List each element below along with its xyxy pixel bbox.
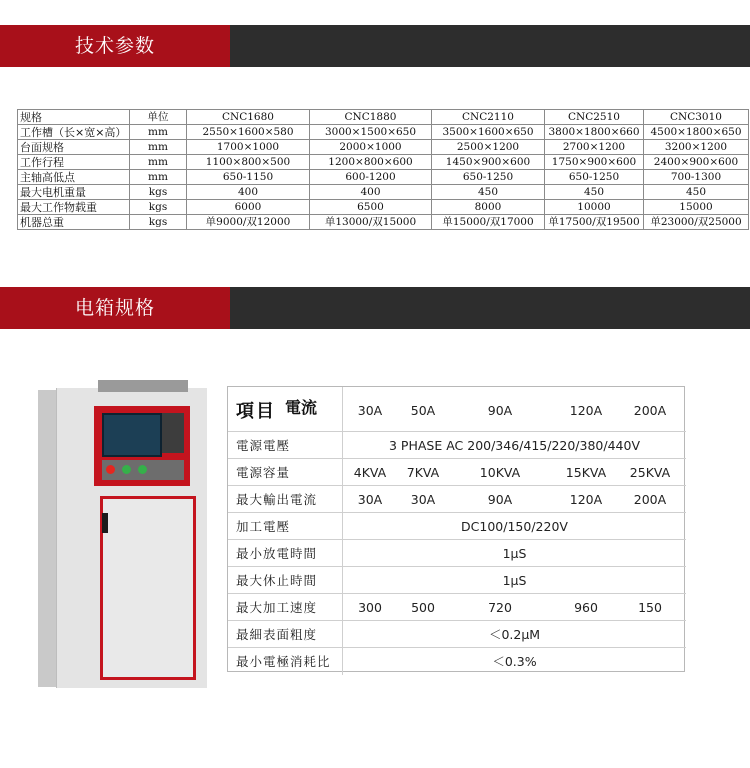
section-title: 电箱规格: [74, 297, 155, 319]
spec-value: 3500×1600×650: [432, 125, 545, 140]
spec-value: 450: [545, 185, 644, 200]
ebox-row-value: 1μS: [502, 573, 527, 588]
spec-unit: kgs: [130, 200, 187, 215]
spec-value: 1750×900×600: [545, 155, 644, 170]
spec-value: 3800×1800×660: [545, 125, 644, 140]
spec-label: 工作槽（长×宽×高）: [18, 125, 130, 140]
header-current-label: 電流: [285, 398, 318, 417]
spec-label: 最大电机重量: [18, 185, 130, 200]
ebox-row-value: 720: [488, 600, 512, 615]
spec-unit: mm: [130, 140, 187, 155]
ebox-row-label: 最細表面粗度: [236, 627, 318, 642]
ebox-row-label: 電源容量: [236, 465, 291, 480]
ebox-row-value: 7KVA: [406, 465, 440, 480]
spec-value: 650-1250: [545, 170, 644, 185]
spec-unit: mm: [130, 125, 187, 140]
spec-value: 450: [644, 185, 749, 200]
ebox-row-value: ＜0.2μM: [488, 627, 541, 642]
section-header-ebox: [0, 287, 750, 329]
spec-table-row: [18, 155, 749, 170]
spec-unit: mm: [130, 155, 187, 170]
spec-value: 6000: [187, 200, 310, 215]
section-title: 技术参数: [74, 35, 155, 57]
spec-value: 1200×800×600: [310, 155, 432, 170]
spec-value: 2500×1200: [432, 140, 545, 155]
electrical-cabinet-image: [38, 380, 183, 690]
spec-value: 400: [187, 185, 310, 200]
spec-table-row: [18, 110, 749, 125]
spec-value: 单23000/双25000: [644, 215, 749, 230]
ebox-row-label: 最大休止時間: [236, 573, 318, 588]
ebox-row-value: 15KVA: [565, 465, 607, 480]
spec-unit: kgs: [130, 215, 187, 230]
ebox-table-row: [228, 539, 686, 567]
section-header-tech: [0, 25, 750, 67]
cabinet-door: [100, 496, 196, 680]
ebox-row-value: 960: [574, 600, 598, 615]
spec-value: 700-1300: [644, 170, 749, 185]
spec-value: 10000: [545, 200, 644, 215]
spec-value: 1700×1000: [187, 140, 310, 155]
ebox-row-value: ＜0.3%: [492, 654, 537, 669]
ebox-row-value: 4KVA: [353, 465, 387, 480]
spec-value: 600-1200: [310, 170, 432, 185]
spec-table: [17, 109, 749, 230]
monitor-screen: [102, 413, 162, 457]
spec-value: 2000×1000: [310, 140, 432, 155]
spec-table-row: [18, 170, 749, 185]
spec-unit: kgs: [130, 185, 187, 200]
ebox-row-value: 500: [411, 600, 435, 615]
spec-value: CNC2110: [432, 110, 545, 125]
spec-value: 4500×1800×650: [644, 125, 749, 140]
keypad: [162, 413, 184, 453]
spec-label: 主轴高低点: [18, 170, 130, 185]
ebox-table-row: [228, 431, 686, 459]
ebox-table-row: [228, 512, 686, 540]
header-current-value: 30A: [357, 403, 383, 418]
spec-value: 2700×1200: [545, 140, 644, 155]
ebox-row-value: 10KVA: [479, 465, 521, 480]
ebox-table-row: [228, 620, 686, 648]
spec-value: 650-1150: [187, 170, 310, 185]
header-item-label: 項目: [236, 401, 276, 422]
spec-label: 台面规格: [18, 140, 130, 155]
spec-value: CNC1680: [187, 110, 310, 125]
spec-unit: 单位: [130, 110, 187, 125]
ebox-row-label: 最小電極消耗比: [236, 654, 331, 669]
spec-label: 工作行程: [18, 155, 130, 170]
ebox-row-value: 30A: [410, 492, 436, 507]
ebox-row-value: DC100/150/220V: [461, 519, 568, 534]
spec-value: 单13000/双15000: [310, 215, 432, 230]
spec-value: 650-1250: [432, 170, 545, 185]
spec-value: CNC3010: [644, 110, 749, 125]
ebox-table-row: [228, 458, 686, 486]
header-current-value: 120A: [569, 403, 603, 418]
ebox-header-row: [228, 387, 686, 431]
ebox-row-value: 30A: [357, 492, 383, 507]
spec-value: 15000: [644, 200, 749, 215]
spec-value: CNC1880: [310, 110, 432, 125]
spec-value: 2550×1600×580: [187, 125, 310, 140]
spec-value: 2400×900×600: [644, 155, 749, 170]
ebox-row-value: 200A: [633, 492, 667, 507]
spec-value: 6500: [310, 200, 432, 215]
ebox-row-label: 加工電壓: [236, 519, 291, 534]
spec-value: 8000: [432, 200, 545, 215]
header-current-value: 200A: [633, 403, 667, 418]
spec-value: CNC2510: [545, 110, 644, 125]
cabinet-side: [38, 390, 58, 687]
ebox-row-label: 最小放電時間: [236, 546, 318, 561]
ebox-row-value: 120A: [569, 492, 603, 507]
ebox-table-row: [228, 593, 686, 621]
ebox-table-row: [228, 485, 686, 513]
door-handle: [102, 513, 108, 533]
ebox-row-value: 300: [358, 600, 382, 615]
ebox-table-row: [228, 647, 686, 675]
ebox-row-label: 最大輸出電流: [236, 492, 318, 507]
ebox-table-row: [228, 566, 686, 594]
ebox-row-value: 1μS: [502, 546, 527, 561]
ebox-row-value: 90A: [487, 492, 513, 507]
spec-value: 400: [310, 185, 432, 200]
cabinet-top-vent: [98, 380, 188, 392]
header-current-value: 50A: [410, 403, 436, 418]
start-button-icon: [138, 465, 147, 474]
spec-value: 1100×800×500: [187, 155, 310, 170]
spec-label: 机器总重: [18, 215, 130, 230]
ebox-row-label: 電源電壓: [236, 438, 291, 453]
spec-table-row: [18, 185, 749, 200]
spec-table-row: [18, 125, 749, 140]
start-button-icon: [122, 465, 131, 474]
spec-value: 450: [432, 185, 545, 200]
ebox-row-label: 最大加工速度: [236, 600, 318, 615]
spec-value: 单15000/双17000: [432, 215, 545, 230]
spec-value: 单17500/双19500: [545, 215, 644, 230]
spec-label: 最大工作物载重: [18, 200, 130, 215]
emergency-stop-icon: [106, 465, 115, 474]
spec-table-row: [18, 215, 749, 230]
spec-value: 1450×900×600: [432, 155, 545, 170]
ebox-row-value: 3 PHASE AC 200/346/415/220/380/440V: [388, 438, 640, 453]
spec-value: 3000×1500×650: [310, 125, 432, 140]
ebox-row-value: 25KVA: [629, 465, 671, 480]
spec-table-row: [18, 140, 749, 155]
spec-table-row: [18, 200, 749, 215]
spec-value: 单9000/双12000: [187, 215, 310, 230]
ebox-row-value: 150: [638, 600, 662, 615]
header-current-value: 90A: [487, 403, 513, 418]
spec-value: 3200×1200: [644, 140, 749, 155]
ebox-spec-table: [227, 386, 685, 672]
spec-label: 规格: [18, 110, 130, 125]
spec-unit: mm: [130, 170, 187, 185]
